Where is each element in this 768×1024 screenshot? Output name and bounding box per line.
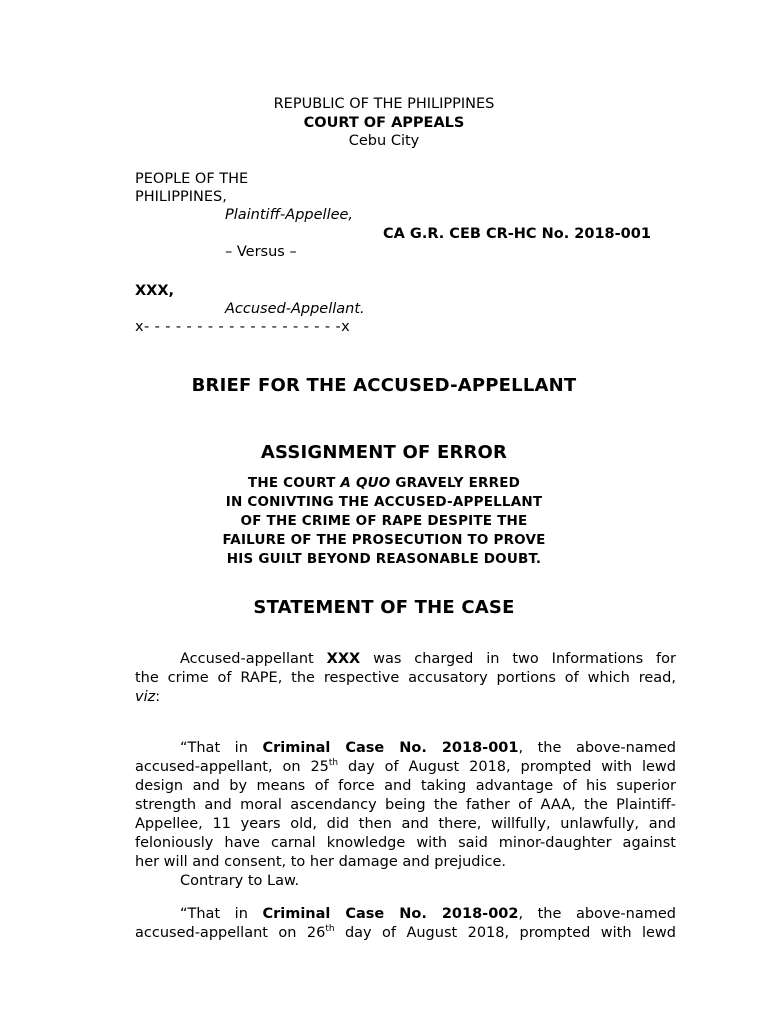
p1-line-2: the crime of RAPE, the respective accusatory portions of which read, bbox=[135, 670, 676, 686]
p2-line-1-post: , the above-named bbox=[518, 740, 676, 756]
brief-title: BRIEF FOR THE ACCUSED-APPELLANT bbox=[191, 375, 577, 396]
p1-line-3-post: : bbox=[155, 689, 161, 705]
p1-line-1-pre: Accused-appellant bbox=[180, 651, 327, 667]
caption-case-number: CA G.R. CEB CR-HC No. 2018-001 bbox=[383, 226, 651, 242]
p4-line-1-post: , the above-named bbox=[518, 906, 676, 922]
header-republic: REPUBLIC OF THE PHILIPPINES bbox=[273, 96, 495, 112]
assignment-line-1-em: A QUO bbox=[340, 475, 391, 491]
p1-line-1-post: was charged in two Informations for bbox=[360, 651, 676, 667]
assignment-line-3: OF THE CRIME OF RAPE DESPITE THE bbox=[240, 513, 528, 529]
assignment-line-1 bbox=[0, 474, 768, 492]
p2-line-2-pre: accused-appellant, on 25 bbox=[135, 759, 329, 775]
assignment-line-5: HIS GUILT BEYOND REASONABLE DOUBT. bbox=[226, 551, 542, 567]
statement-heading: STATEMENT OF THE CASE bbox=[253, 597, 515, 618]
p2-line-5: Appellee, 11 years old, did then and there, willfully, unlawfully, and bbox=[135, 816, 676, 832]
p4-line-1-bold: Criminal Case No. 2018-002 bbox=[262, 906, 519, 922]
p4-line-2-pre: accused-appellant on 26 bbox=[135, 925, 326, 941]
caption-party1-line2: PHILIPPINES, bbox=[135, 189, 227, 205]
statement-paragraph-4 bbox=[135, 905, 676, 943]
assignment-line-1-pre: THE COURT bbox=[247, 475, 341, 491]
statement-paragraph-3: Contrary to Law. bbox=[180, 873, 300, 889]
p1-line-1-bold: XXX bbox=[326, 651, 361, 667]
assignment-line-4: FAILURE OF THE PROSECUTION TO PROVE bbox=[222, 532, 546, 548]
p1-line-3-italic: viz bbox=[135, 689, 156, 705]
p1-line-3 bbox=[135, 688, 676, 707]
p2-line-7: her will and consent, to her damage and prejudice. bbox=[135, 854, 507, 870]
p4-line-1 bbox=[135, 905, 676, 924]
p4-line-2-post: day of August 2018, prompted with lewd bbox=[334, 925, 676, 941]
p2-line-1 bbox=[135, 739, 676, 758]
caption-party1-role: Plaintiff-Appellee, bbox=[225, 207, 354, 223]
header-court: COURT OF APPEALS bbox=[303, 115, 465, 131]
statement-paragraph-1 bbox=[135, 650, 676, 707]
p2-line-4: strength and moral ascendancy being the father of AAA, the Plaintiff- bbox=[135, 797, 676, 813]
assignment-line-2: IN CONIVTING THE ACCUSED-APPELLANT bbox=[225, 494, 543, 510]
caption-separator: x- - - - - - - - - - - - - - - - - - -x bbox=[135, 319, 351, 335]
p4-line-1-pre: “That in bbox=[180, 906, 263, 922]
p2-line-6: feloniously have carnal knowledge with said minor-daughter against bbox=[135, 835, 676, 851]
caption-party2: XXX, bbox=[135, 283, 175, 299]
caption-party2-role: Accused-Appellant. bbox=[225, 301, 365, 317]
p4-line-2-sup: th bbox=[325, 924, 335, 934]
p2-line-3: design and by means of force and taking advantage of his superior bbox=[135, 778, 676, 794]
p2-line-1-pre: “That in bbox=[180, 740, 263, 756]
p2-line-2-post: day of August 2018, prompted with lewd bbox=[338, 759, 676, 775]
p2-line-2 bbox=[135, 758, 676, 777]
p4-line-2 bbox=[135, 924, 676, 943]
p1-line-1 bbox=[135, 650, 676, 669]
caption-versus: – Versus – bbox=[225, 244, 297, 260]
statement-paragraph-2 bbox=[135, 739, 676, 872]
p2-line-1-bold: Criminal Case No. 2018-001 bbox=[262, 740, 519, 756]
caption-party1-line1: PEOPLE OF THE bbox=[135, 171, 249, 187]
header-city: Cebu City bbox=[348, 133, 420, 149]
assignment-line-1-post: GRAVELY ERRED bbox=[390, 475, 521, 491]
assignment-heading: ASSIGNMENT OF ERROR bbox=[260, 442, 508, 463]
p2-line-2-sup: th bbox=[328, 758, 339, 768]
